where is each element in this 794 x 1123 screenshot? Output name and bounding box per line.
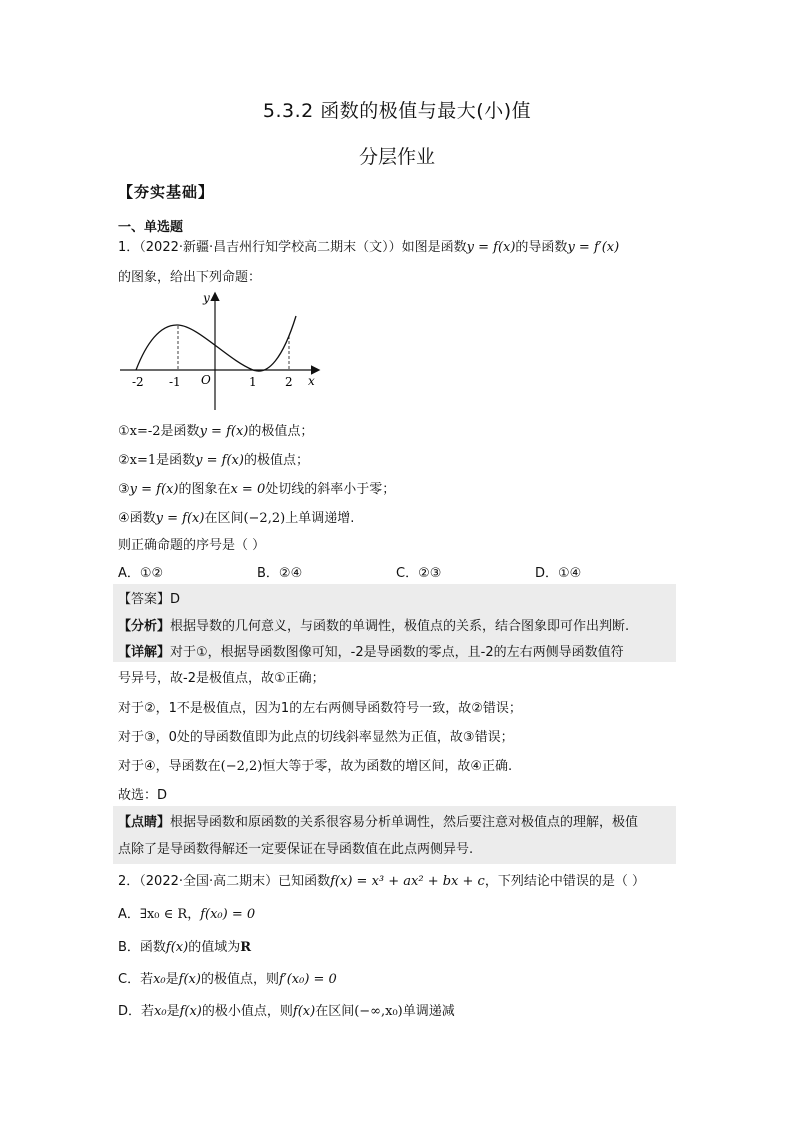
analysis-line — [118, 615, 629, 634]
statement-4-func: y = f(x) — [155, 511, 205, 526]
q2-b-text: 的值域为 — [188, 940, 241, 955]
q2-c-is: 是 — [165, 972, 179, 987]
statement-1-num: ① — [118, 424, 130, 439]
q2-d-text: 的极小值点，则 — [201, 1004, 293, 1019]
comment-line-2: 点除了是导函数得解还一定要保证在导函数值在此点两侧异号. — [118, 842, 474, 857]
q2-a-exists: ∃x₀ ∈ R — [139, 907, 188, 922]
q2-b-label: B．函数 — [118, 940, 166, 955]
q2-suffix: ，下列结论中错误的是（ ） — [484, 874, 645, 889]
detail-line-2: 号异号，故-2是极值点，故①正确； — [118, 671, 325, 686]
q2-d-func2: f(x) — [292, 1004, 316, 1019]
q2-a-equation: f(x₀) = 0 — [200, 907, 256, 922]
q2-a-label: A． — [118, 907, 140, 922]
statement-4-interval: (−2,2) — [243, 511, 286, 526]
detail-line-1 — [118, 641, 624, 660]
question-type-heading: 一、单选题 — [118, 220, 184, 235]
page-title: 5.3.2 函数的极值与最大(小)值 — [262, 100, 532, 122]
statement-1-text: 是函数 — [160, 424, 200, 439]
q1-stem-line2: 的图象，给出下列命题： — [118, 270, 262, 285]
statement-3-func: y = f(x) — [129, 482, 179, 497]
detail-tag: 【详解】 — [118, 645, 171, 660]
q2-d-x0: x₀ — [154, 1004, 167, 1019]
analysis-tag: 【分析】 — [118, 619, 171, 634]
q2-b-reals: R — [240, 940, 252, 955]
tick-label-minus1: -1 — [169, 375, 181, 389]
q1-prefix: 1．（2022·新疆·昌吉州行知学校高二期末（文））如图是函数 — [118, 240, 467, 255]
q1-stem-line1 — [118, 236, 619, 255]
statement-3-x: x = 0 — [230, 482, 266, 497]
q1-function: y = f(x) — [466, 240, 516, 255]
detail-5-text: 对于④，导函数在 — [118, 759, 221, 774]
q2-d-func: f(x) — [179, 1004, 202, 1019]
q1-option-d[interactable]: D．①④ — [535, 566, 582, 581]
statement-3-end: 处切线的斜率小于零； — [265, 482, 396, 497]
statement-2-x: x=1 — [129, 453, 157, 468]
statement-1 — [118, 420, 313, 439]
y-axis-label: y — [203, 291, 210, 305]
q2-d-interval: (−∞,x₀) — [354, 1004, 403, 1019]
q2-option-c[interactable] — [118, 968, 337, 987]
statement-2 — [118, 449, 309, 468]
statement-4-end: 上单调递增. — [285, 511, 355, 526]
statement-2-num: ② — [118, 453, 130, 468]
derivative-curve — [136, 316, 296, 371]
statement-4-text: ④函数 — [118, 511, 156, 526]
detail-5-end: 恒大等于零，故为函数的增区间，故④正确. — [262, 759, 513, 774]
answer-line: 【答案】D — [118, 592, 181, 607]
q2-c-x0: x₀ — [153, 972, 166, 987]
statement-2-text: 是函数 — [156, 453, 196, 468]
analysis-text: 根据导数的几何意义，与函数的单调性，极值点的关系，结合图象即可作出判断. — [170, 619, 630, 634]
tick-label-1: 1 — [249, 375, 257, 389]
statement-3 — [118, 478, 395, 497]
q2-option-d[interactable] — [118, 1000, 455, 1019]
q2-d-end: 单调递减 — [402, 1004, 455, 1019]
q1-option-a[interactable]: A．①② — [118, 566, 164, 581]
q2-d-is: 是 — [166, 1004, 180, 1019]
q2-c-func: f(x) — [178, 972, 201, 987]
q2-function: f(x) = x³ + ax² + bx + c — [330, 874, 485, 889]
detail-5-interval: (−2,2) — [220, 759, 263, 774]
section-heading: 【夯实基础】 — [118, 183, 215, 201]
detail-line-4: 对于③，0处的导函数值即为此点的切线斜率显然为正值，故③错误； — [118, 730, 514, 745]
statement-1-end: 的极值点； — [248, 424, 314, 439]
q2-option-a[interactable] — [118, 903, 255, 922]
x-axis-label: x — [308, 374, 315, 388]
q2-d-label: D．若 — [118, 1004, 155, 1019]
statement-4 — [118, 507, 354, 526]
tick-label-2: 2 — [285, 375, 293, 389]
q1-ask: 则正确命题的序号是（ ） — [118, 538, 266, 553]
page-subtitle: 分层作业 — [358, 146, 435, 168]
q2-b-func: f(x) — [165, 940, 189, 955]
q1-derivative-graph — [118, 288, 328, 413]
q2-a-comma: ， — [187, 907, 201, 922]
comment-line-1 — [118, 811, 638, 830]
q2-c-derivative: f′(x₀) = 0 — [278, 972, 337, 987]
statement-2-func: y = f(x) — [195, 453, 244, 468]
q2-c-text: 的极值点，则 — [200, 972, 279, 987]
q1-option-c[interactable]: C．②③ — [396, 566, 442, 581]
q2-option-b[interactable] — [118, 936, 251, 955]
q2-d-interval-text: 在区间 — [315, 1004, 355, 1019]
statement-2-end: 的极值点； — [243, 453, 309, 468]
q2-stem — [118, 870, 645, 889]
q1-derivative: y = f′(x) — [567, 240, 620, 255]
q1-mid: 的导函数 — [515, 240, 568, 255]
statement-3-num: ③ — [118, 482, 130, 497]
detail-line-3: 对于②，1不是极值点，因为1的左右两侧导函数符号一致，故②错误； — [118, 701, 522, 716]
choose-line: 故选：D — [118, 788, 168, 803]
comment-tag: 【点睛】 — [118, 815, 171, 830]
origin-label: O — [201, 373, 211, 387]
statement-1-x: x=-2 — [129, 424, 161, 439]
detail-line-5 — [118, 755, 512, 774]
comment-text-1: 根据导函数和原函数的关系很容易分析单调性，然后要注意对极值点的理解，极值 — [170, 815, 639, 830]
tick-label-minus2: -2 — [132, 375, 144, 389]
q1-option-b[interactable]: B．②④ — [257, 566, 303, 581]
q2-c-label: C．若 — [118, 972, 154, 987]
detail-text-1: 对于①，根据导函数图像可知，-2是导函数的零点，且-2的左右两侧导函数值符 — [170, 645, 624, 660]
statement-3-text: 的图象在 — [178, 482, 231, 497]
q2-prefix: 2．（2022·全国·高二期末）已知函数 — [118, 874, 331, 889]
statement-4-text2: 在区间 — [204, 511, 244, 526]
statement-1-func: y = f(x) — [199, 424, 249, 439]
